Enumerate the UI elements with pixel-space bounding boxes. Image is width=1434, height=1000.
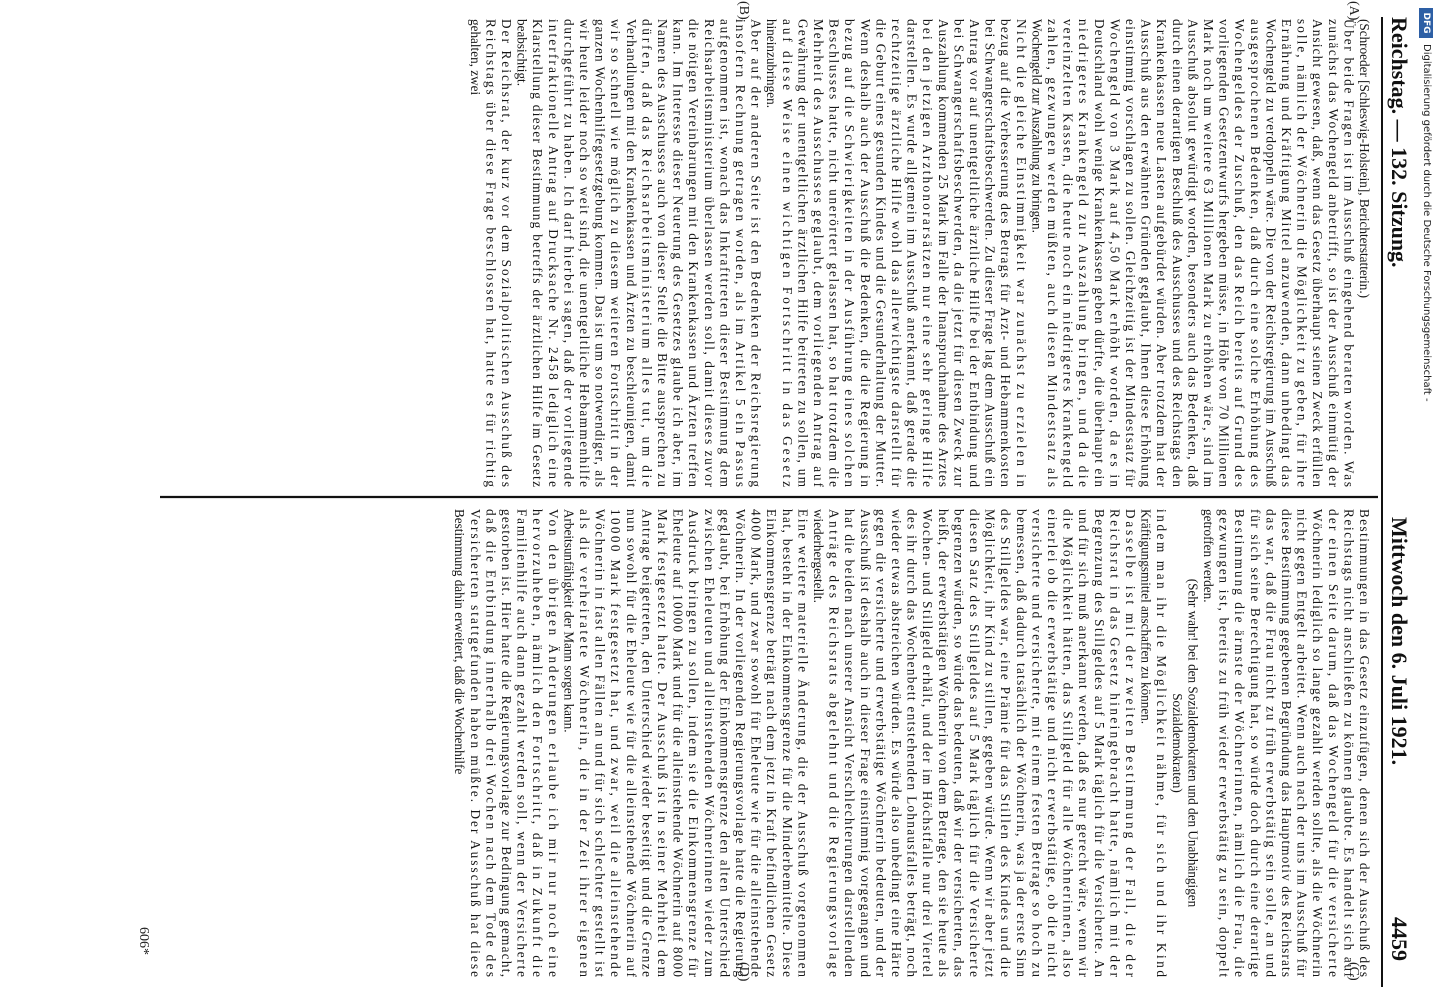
text-line: Versicherten stattgefunden haben müßte. Der Ausschuß hat diese <box>467 509 483 978</box>
text-line: Ausdruck bringen zu sollen, indem sie die Einkommensgrenze für <box>686 509 702 978</box>
text-line: und für sich muß anerkannt werden, daß es nur gerecht wäre, wenn wir <box>1076 509 1092 977</box>
text-line: nicht gegen Entgelt arbeitet. Wenn auch nach der uns im Ausschuß für <box>1294 509 1310 977</box>
section-mark-c: (C) <box>1346 962 1361 981</box>
text-line: bei Schwangerschaftsbeschwerden, da die jetzt für diesen Zweck zur <box>951 19 967 487</box>
text-line: Antrag vor auf unentgeltliche ärztliche Hilfe bei der Entbindung und <box>967 19 982 488</box>
text-line: 4000 Mark, und zwar sowohl für Eheleute wie für die alleinstehende <box>748 509 764 977</box>
text-line: hat, besteht in der Einkommensgrenze für die Minderbemittelte. Diese <box>779 509 795 978</box>
text-line: Dasselbe ist mit der zweiten Bestimmung der Fall, die der <box>1123 509 1138 977</box>
text-line: Antrage beigetreten, den Unterschied wieder beseitigt und die Grenze <box>639 509 655 977</box>
text-line: daß die Entbindung innerhalb drei Wochen nach dem Tode des <box>483 509 499 977</box>
text-line: zwischen Eheleuten und alleinstehenden Wöchnerinnen wieder zum <box>701 509 717 977</box>
text-line: Nicht die gleiche Einstimmigkeit war zunächst zu erzielen in <box>1013 19 1029 487</box>
text-line: gestorben ist. Hier hatte die Regierungsvorlage zur Bedingung gemacht, <box>499 509 514 978</box>
digitization-credit <box>1418 8 1434 698</box>
text-line: auf diese Weise einen wichtigen Fortschritt in das Gesetz <box>779 19 795 488</box>
text-line: Krankenkassen neue Lasten aufgebürdet würden. Aber trotzdem hat der <box>1154 19 1170 487</box>
right-column-text <box>452 509 1372 978</box>
text-line: vorliegenden Gesetzentwurfs hergeben müsse, in Höhe von 70 Millionen <box>1216 19 1232 487</box>
text-line: Arbeitsunfähigkeit der Mann sorgen kann. <box>561 509 577 733</box>
text-line: beabsichtigt. <box>514 19 530 87</box>
section-mark-d: (D) <box>736 962 751 982</box>
text-line: des Stillgeldes war, eine Prämie für das Stillen des Kindes und die <box>998 509 1014 977</box>
right-header: Mittwoch den 6. Juli 1921. <box>1387 517 1412 766</box>
text-line: (Schroeder [Schleswig-Holstein], Berichterstatterin.) <box>1357 19 1372 299</box>
text-line: bezug auf die Verbesserung des Betrags für Arzt- und Hebammenkosten <box>998 19 1014 488</box>
text-line: für sich seine Berechtigung hat, so würde doch durch eine derartige <box>1247 509 1263 977</box>
text-line: darstellen. Es wurde allgemein im Ausschuß anerkannt, daß gerade die <box>904 19 920 487</box>
text-line: diesen Satz des Stillgeldes auf 5 Mark täglich für die Versicherte <box>967 509 982 978</box>
text-line: durchgeführt zu haben. Ich darf hierbei sagen, daß der vorliegende <box>561 19 577 488</box>
text-line: Reichstags nicht anschließen zu können glaubte. Es handelt sich auf <box>1341 509 1357 977</box>
text-line: Möglichkeit, ihr Kind zu stillen, gegeben würde. Wenn wir aber jetzt <box>982 509 998 977</box>
footer-number: 606* <box>136 927 151 955</box>
text-line: Wochengeld von 3 Mark auf 4,50 Mark erhöht worden, da es in <box>1107 19 1123 487</box>
text-line: Mark festgesetzt hatte. Der Ausschuß ist in seiner Mehrheit dem <box>655 509 670 977</box>
text-line: einerlei ob die erwerbstätige und nicht erwerbstätige, ob die nicht <box>1045 509 1060 978</box>
text-line: wir so schnell wie möglich zu diesem weiteren Fortschritt in der <box>608 19 624 487</box>
text-line: Aber auf der anderen Seite ist den Bedenken der Reichsregierung <box>748 19 764 488</box>
text-line: solle, nämlich der Wöchnerin die Möglichkeit zu geben, für ihre <box>1294 19 1310 487</box>
text-line: wieder etwas abstreichen würden. Es würde also unbedingt eine Härte <box>889 509 904 977</box>
text-line: das war, daß die Frau nicht zu früh erwerbstätig sein solle, an und <box>1263 509 1279 978</box>
text-line: hat die beiden nach unserer Ansicht Verschlechterungen darstellenden <box>842 509 858 978</box>
text-line: einstimmig vorschlagen zu sollen. Gleichzeitig ist der Mindestsatz für <box>1123 19 1138 487</box>
text-line: aufgenommen ist, wonach das Inkrafttreten dieser Bestimmung dem <box>717 19 733 488</box>
text-line: Anträge des Reichsrats abgelehnt und die Regierungsvorlage <box>826 509 842 977</box>
left-column-text <box>468 19 1372 488</box>
text-line: Mark noch um weitere 63 Millionen Mark zu erhöhen wäre, sind im <box>1201 19 1216 487</box>
text-line: dürfen, daß das Reichsarbeitsministerium alles tut, um die <box>639 19 655 487</box>
section-mark-a: (A) <box>1346 1 1361 21</box>
text-line: Wöchnerin lediglich so lange gezahlt werden sollte, als die Wöchnerin <box>1310 509 1326 977</box>
text-line: ausgesprochenen Bedenken, daß durch eine solche Erhöhung des <box>1247 19 1263 488</box>
text-line: ganzen Wochenhilfegesetzgebung kommen. Das ist um so notwendiger, als <box>592 19 608 487</box>
page-number: 4459 <box>1387 917 1412 961</box>
text-line: Kräftigungsmittel anschaffen zu können. <box>1138 509 1154 725</box>
text-line: des ihr durch das Wochenbett entstehenden Lohnausfalles beträgt, noch <box>904 509 920 977</box>
text-line: Wochengeld zu verdoppeln wäre. Die von der Reichsregierung im Ausschuß <box>1263 19 1279 487</box>
text-line: geglaubt, bei Erhöhung der Einkommensgrenze den alten Unterschied <box>717 509 733 977</box>
text-line: bemessen, daß dadurch tatsächlich der Wöchnerin, was ja der erste Sinn <box>1013 509 1029 977</box>
text-line: begrenzen würden, so würde das bedeuten, daß wir der versicherten, das <box>951 509 967 977</box>
text-line: interfraktionelle Antrag auf Drucksache Nr. 2458 lediglich eine <box>545 19 561 487</box>
section-mark-b: (B) <box>736 1 751 20</box>
text-line: Reichstags über diese Frage beschlossen hat, hatte es für richtig <box>483 19 499 487</box>
text-line: Wochen- und Stillgeld erhält, und der im Höchstfalle nur drei Viertel <box>920 509 936 978</box>
text-line: zunächst das Wochengeld anbetrifft, so ist der Ausschuß einmütig der <box>1325 19 1341 487</box>
text-line: Wenn deshalb auch der Ausschuß die Bedenken, die die Regierung in <box>857 19 873 487</box>
text-line: Wöchnerin in fast allen Fällen an und für sich schlechter gestellt ist <box>592 509 608 977</box>
text-line: Eheleute auf 10000 Mark und für die alleinstehende Wöchnerin auf 8000 <box>670 509 686 977</box>
text-line: hervorzuheben, nämlich den Fortschritt, daß in Zukunft die <box>530 509 546 977</box>
text-line: Ausschuß absolut gewürdigt worden, besonders auch das Bedenken, daß <box>1185 19 1201 487</box>
text-line: Sozialdemokraten) <box>1169 693 1185 793</box>
text-line: Reichsarbeitsministerium überlassen werden soll, damit dieses zuvor <box>701 19 717 488</box>
left-header: Reichstag. — 132. Sitzung. <box>1387 17 1412 268</box>
text-line: Bestimmung die ärmste der Wöchnerinnen, nämlich die Frau, die <box>1232 509 1248 977</box>
text-line: diese Bestimmung gegebenen Begründung das Hauptmotiv des Reichsrats <box>1279 509 1294 977</box>
text-line: bei den jetzigen Arzthonorarsätzen nur eine sehr geringe Hilfe <box>920 19 936 487</box>
text-line: als die verheiratete Wöchnerin, die in der Zeit ihrer eigenen <box>577 509 592 977</box>
text-line: insofern Rechnung getragen worden, als im Artikel 5 ein Passus <box>733 19 748 488</box>
text-line: versicherte und versicherte, mit einem festen Betrage so hoch zu <box>1029 509 1045 977</box>
text-line: Der Reichsrat, der kurz vor dem Sozialpolitischen Ausschuß des <box>499 19 514 488</box>
text-line: Gewährung der unentgeltlichen ärztlichen Hilfe beitreten zu sollen, um <box>795 19 811 487</box>
text-line: Auszahlung kommenden 25 Mark im Falle der Inanspruchnahme des Arztes <box>935 19 951 487</box>
text-line: gegen die versicherte und erwerbstätige Wöchnerin bedeuten, und der <box>873 509 889 977</box>
text-line: (Sehr wahr! bei den Sozialdemokraten und den Unabhängigen <box>1185 578 1201 908</box>
dfg-logo: DFG <box>1419 8 1433 38</box>
credit-text: Digitalisierung gefördert durch die Deutsche Forschungsgemeinschaft - <box>1421 44 1432 402</box>
text-line: Bestimmung dahin erweitert, daß die Wochenhilfe <box>452 509 468 775</box>
text-line: gehalten, zwei <box>467 19 483 96</box>
text-line: bezug auf die Schwierigkeiten in der Ausführung eines solchen <box>842 19 858 487</box>
text-line: 10000 Mark festgesetzt hat, und zwar, weil die alleinstehende <box>608 509 624 977</box>
rotated-page-content <box>136 1 1412 987</box>
text-line: rechtzeitige ärztliche Hilfe wohl das allerwichtigste darstellt für <box>889 19 904 487</box>
text-line: Bestimmungen in das Gesetz einzufügen, denen sich der Ausschuß des <box>1357 509 1372 977</box>
text-line: Beschlusses hatte, nicht unerörtert gelassen hat, so hat trotzdem die <box>826 19 842 488</box>
text-line: kann. Im Interesse dieser Neuerung des Gesetzes glaube ich aber, im <box>670 19 686 487</box>
text-line: bei Schwangerschaftsbeschwerden. Zu dieser Frage lag dem Ausschuß ein <box>982 19 998 487</box>
text-line: Ausschuß aus den erwähnten Gründen geglaubt, Ihnen diese Erhöhung <box>1138 19 1154 487</box>
text-line: gezwungen ist, bereits zu früh wieder erwerbstätig zu sein, doppelt <box>1216 509 1232 977</box>
text-line: indem man ihr die Möglichkeit nähme, für sich und ihr Kind <box>1154 509 1170 977</box>
text-line: Mehrheit des Ausschusses geglaubt, dem vorliegenden Antrag auf <box>811 19 826 488</box>
text-line: Namen des Ausschusses auch von dieser Stelle die Bitte aussprechen zu <box>655 19 670 488</box>
text-line: hineinzubringen. <box>764 19 780 108</box>
text-line: zahlen, gezwungen werden müßten, auch diesen Mindestsatz als <box>1045 19 1060 487</box>
text-line: Reichsrat in das Gesetz hineingebracht hatte, nämlich mit der <box>1107 509 1123 978</box>
text-line: Einkommensgrenze beträgt nach dem jetzt in Kraft befindlichen Gesetz <box>764 509 780 977</box>
text-line: nun sowohl für die Eheleute wie für die alleinstehende Wöchnerin auf <box>623 509 639 977</box>
text-line: Wöchnerin. In der vorliegenden Regierungsvorlage hatte die Regierung <box>733 509 748 977</box>
text-line: Wochengeld zur Auszahlung zu bringen. <box>1029 19 1045 233</box>
text-line: Klarstellung dieser Bestimmung betreffs der ärztlichen Hilfe im Gesetz <box>530 19 546 487</box>
text-line: Von den übrigen Änderungen erlaube ich mir nur noch eine <box>545 509 561 978</box>
text-line: die Geburt eines gesunden Kindes und die Gesunderhaltung der Mutter. <box>873 19 889 488</box>
text-line: heißt, der erwerbstätigen Wöchnerin von dem Betrage, den sie heute als <box>935 509 951 978</box>
text-line: niedrigeres Krankengeld zur Auszahlung bringen, und da die <box>1076 19 1092 487</box>
text-line: Wochengeldes der Zuschuß, den das Reich bereits auf Grund des <box>1232 19 1248 487</box>
text-line: Begrenzung des Stillgeldes auf 5 Mark täglich für die Versicherte. An <box>1091 509 1107 977</box>
text-line: durch einen derartigen Beschluß des Ausschusses und des Reichstags den <box>1169 19 1185 487</box>
text-line: die Möglichkeit hätten, das Stillgeld für alle Wöchnerinnen, also <box>1060 509 1076 977</box>
text-line: Eine weitere materielle Änderung, die der Ausschuß vorgenommen <box>795 509 811 978</box>
text-line: getroffen werden. <box>1201 509 1216 603</box>
text-line: vereinzelten Kassen, die heute noch ein niedrigeres Krankengeld <box>1060 19 1076 488</box>
text-line: Deutschland wohl wenige Krankenkassen geben dürfte, die überhaupt ein <box>1091 19 1107 487</box>
text-line: wiederhergestellt. <box>811 509 826 603</box>
text-line: Ernährung und Kräftigung Mittel anzuwenden, dann unbedingt das <box>1279 19 1294 487</box>
text-line: die nötigen Vereinbarungen mit den Krankenkassen und Ärzten treffen <box>686 19 702 488</box>
text-line: der einen Seite darum, daß das Wochengeld für die versicherte <box>1325 509 1341 978</box>
text-line: Ausschuß ist deshalb auch in dieser Frage einstimmig vorgegangen und <box>857 509 873 978</box>
text-line: Über beide Fragen ist im Ausschuß eingehend beraten worden. Was <box>1341 19 1357 488</box>
text-line: wir heute leider noch so weit sind, die unentgeltliche Hebammenhilfe <box>577 19 592 487</box>
text-line: Familienhilfe auch dann gezahlt werden soll, wenn der Versicherte <box>514 509 530 977</box>
text-line: Ansicht gewesen, daß, wenn das Gesetz überhaupt seinen Zweck erfüllen <box>1310 19 1326 487</box>
text-line: Verhandlungen mit den Krankenkassen und Ärzten zu beschleunigen, damit <box>623 19 639 487</box>
